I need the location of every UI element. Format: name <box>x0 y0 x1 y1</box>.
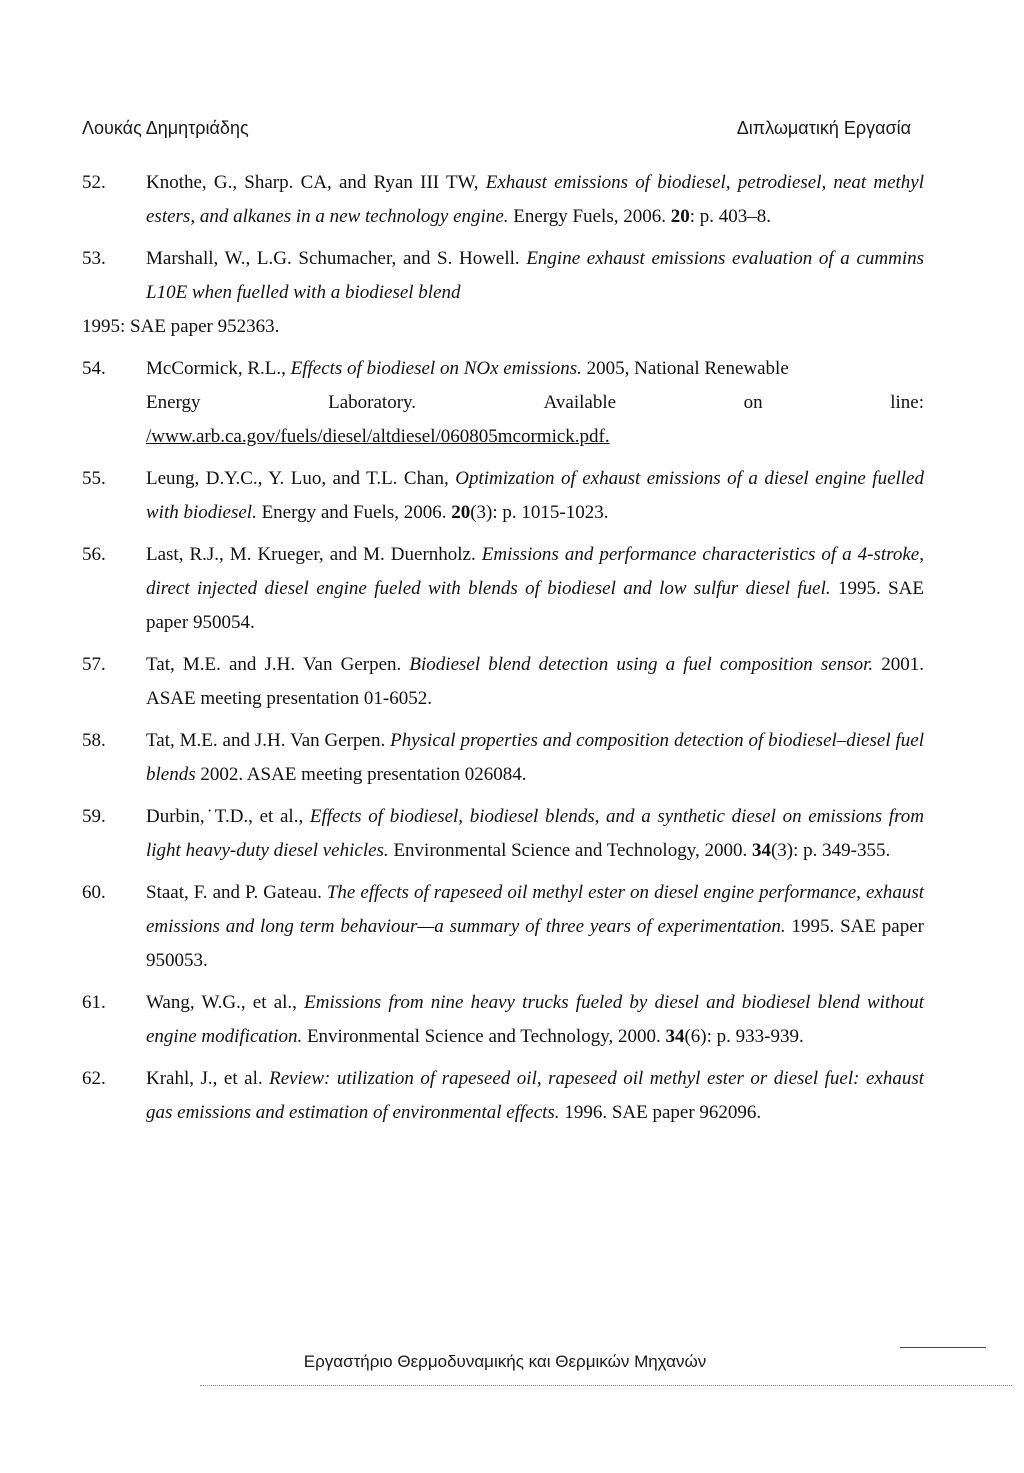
word-laboratory: Laboratory. <box>328 392 417 413</box>
word-energy: Energy <box>146 392 201 413</box>
reference-number: 54. <box>82 358 106 379</box>
reference-number: 53. <box>82 248 106 269</box>
reference-56 <box>82 538 924 640</box>
reference-publication: 1995: SAE paper 952363. <box>82 316 280 337</box>
reference-publication: 2002. ASAE meeting presentation 026084. <box>195 764 527 785</box>
reference-number: 59. <box>82 806 106 827</box>
reference-authors: Marshall, W., L.G. Schumacher, and S. Howell. <box>146 248 527 269</box>
reference-54 <box>82 352 924 454</box>
reference-number: 58. <box>82 730 106 751</box>
reference-pages: : p. 403–8. <box>689 206 771 227</box>
page-header <box>82 118 911 146</box>
reference-number: 56. <box>82 544 106 565</box>
reference-publication: 1996. SAE paper 962096. <box>559 1102 762 1123</box>
reference-authors: Tat, M.E. and J.H. Van Gerpen. <box>146 654 410 675</box>
reference-publication: 2001. ASAE meeting presentation 01-6052. <box>146 654 924 709</box>
reference-62 <box>82 1062 924 1130</box>
reference-publication: Energy and Fuels, 2006. <box>256 502 452 523</box>
reference-authors: McCormick, R.L., <box>146 358 291 379</box>
reference-authors: Last, R.J., M. Krueger, and M. Duernholz. <box>146 544 482 565</box>
reference-publication: 1995. SAE paper 950054. <box>146 578 924 633</box>
reference-publication: Environmental Science and Technology, 2000. <box>388 840 752 861</box>
reference-authors: Wang, W.G., et al., <box>146 992 305 1013</box>
reference-body <box>146 724 924 792</box>
reference-body <box>146 166 924 234</box>
reference-publication: 1995. SAE paper 950053. <box>146 916 925 971</box>
reference-title: Effects of biodiesel, biodiesel blends, and a synthetic diesel on emissions from light heavy-duty diesel vehicles. <box>146 806 924 861</box>
reference-number: 60. <box>82 882 106 903</box>
reference-body <box>146 1062 924 1130</box>
reference-title: Engine exhaust emissions evaluation of a cummins L10E when fuelled with a biodiesel blend <box>146 248 924 303</box>
reference-57 <box>82 648 924 716</box>
reference-line-2 <box>146 386 924 420</box>
reference-title: Optimization of exhaust emissions of a diesel engine fuelled with biodiesel. <box>146 468 924 523</box>
reference-authors: Staat, F. and P. Gateau. <box>146 882 327 903</box>
reference-volume: 34 <box>751 840 771 861</box>
reference-volume: 20 <box>670 206 690 227</box>
reference-publication: 2005, National Renewable <box>581 358 789 379</box>
reference-title: Emissions from nine heavy trucks fueled by diesel and biodiesel blend without engine modification. <box>146 992 924 1047</box>
reference-61 <box>82 986 924 1054</box>
reference-title: Review: utilization of rapeseed oil, rapeseed oil methyl ester or diesel fuel: exhaust gas emissions and estimation of environmental effects. <box>146 1068 925 1123</box>
reference-title: The effects of rapeseed oil methyl ester on diesel engine performance, exhaust emissions and long term behaviour—a summary of three years of experimentation. <box>146 882 924 937</box>
reference-pages: (6): p. 933-939. <box>684 1026 804 1047</box>
reference-line-1 <box>146 352 924 386</box>
reference-pages: (3): p. 349-355. <box>770 840 891 861</box>
reference-number: 62. <box>82 1068 106 1089</box>
reference-52 <box>82 166 924 234</box>
reference-pages: (3): p. 1015-1023. <box>470 502 609 523</box>
reference-body <box>146 876 924 978</box>
reference-list <box>82 166 924 1138</box>
reference-body <box>146 352 924 454</box>
word-available: Available <box>543 392 617 413</box>
reference-title: Biodiesel blend detection using a fuel composition sensor. <box>409 654 874 675</box>
reference-body <box>146 800 924 868</box>
reference-authors: Tat, M.E. and J.H. Van Gerpen. <box>146 730 391 751</box>
reference-authors: Leung, D.Y.C., Y. Luo, and T.L. Chan, <box>146 468 456 489</box>
word-line: line: <box>890 392 924 413</box>
header-author: Λουκάς Δημητριάδης <box>82 118 249 138</box>
reference-publication: Environmental Science and Technology, 2000. <box>302 1026 666 1047</box>
reference-url-line <box>146 420 924 454</box>
reference-title: Physical properties and composition detection of biodiesel–diesel fuel blends <box>146 730 924 785</box>
reference-title: Emissions and performance characteristics of a 4-stroke, direct injected diesel engine fueled with blends of biodiesel and low sulfur diesel fuel. <box>146 544 924 599</box>
reference-volume: 20 <box>451 502 471 523</box>
reference-body <box>146 986 924 1054</box>
reference-title: Effects of biodiesel on NOx emissions. <box>290 358 582 379</box>
reference-53 <box>82 242 924 344</box>
reference-body <box>146 462 924 530</box>
reference-number: 57. <box>82 654 106 675</box>
footer-rule-bottom <box>200 1385 1012 1386</box>
footer-lab-name: Εργαστήριο Θερμοδυναμικής και Θερμικών Μηχανών <box>303 1352 707 1371</box>
reference-body <box>146 538 924 640</box>
reference-55 <box>82 462 924 530</box>
reference-number: 52. <box>82 172 106 193</box>
reference-title: Exhaust emissions of biodiesel, petrodiesel, neat methyl esters, and alkanes in a new technology engine. <box>146 172 924 227</box>
reference-60 <box>82 876 924 978</box>
reference-number: 55. <box>82 468 106 489</box>
reference-url-link[interactable]: /www.arb.ca.gov/fuels/diesel/altdiesel/060805mcormick.pdf. <box>146 426 610 447</box>
reference-authors: Krahl, J., et al. <box>146 1068 270 1089</box>
reference-number: 61. <box>82 992 106 1013</box>
reference-59 <box>82 800 924 868</box>
header-document-type: Διπλωματική Εργασία <box>736 118 911 138</box>
reference-publication: Energy Fuels, 2006. <box>508 206 671 227</box>
reference-authors: Knothe, G., Sharp. CA, and Ryan III TW, <box>146 172 486 193</box>
footer-rule-top <box>900 1347 986 1348</box>
reference-authors: Durbin,˙T.D., et al., <box>146 806 310 827</box>
word-on: on <box>743 392 763 413</box>
reference-volume: 34 <box>665 1026 685 1047</box>
reference-58 <box>82 724 924 792</box>
reference-body <box>146 648 924 716</box>
